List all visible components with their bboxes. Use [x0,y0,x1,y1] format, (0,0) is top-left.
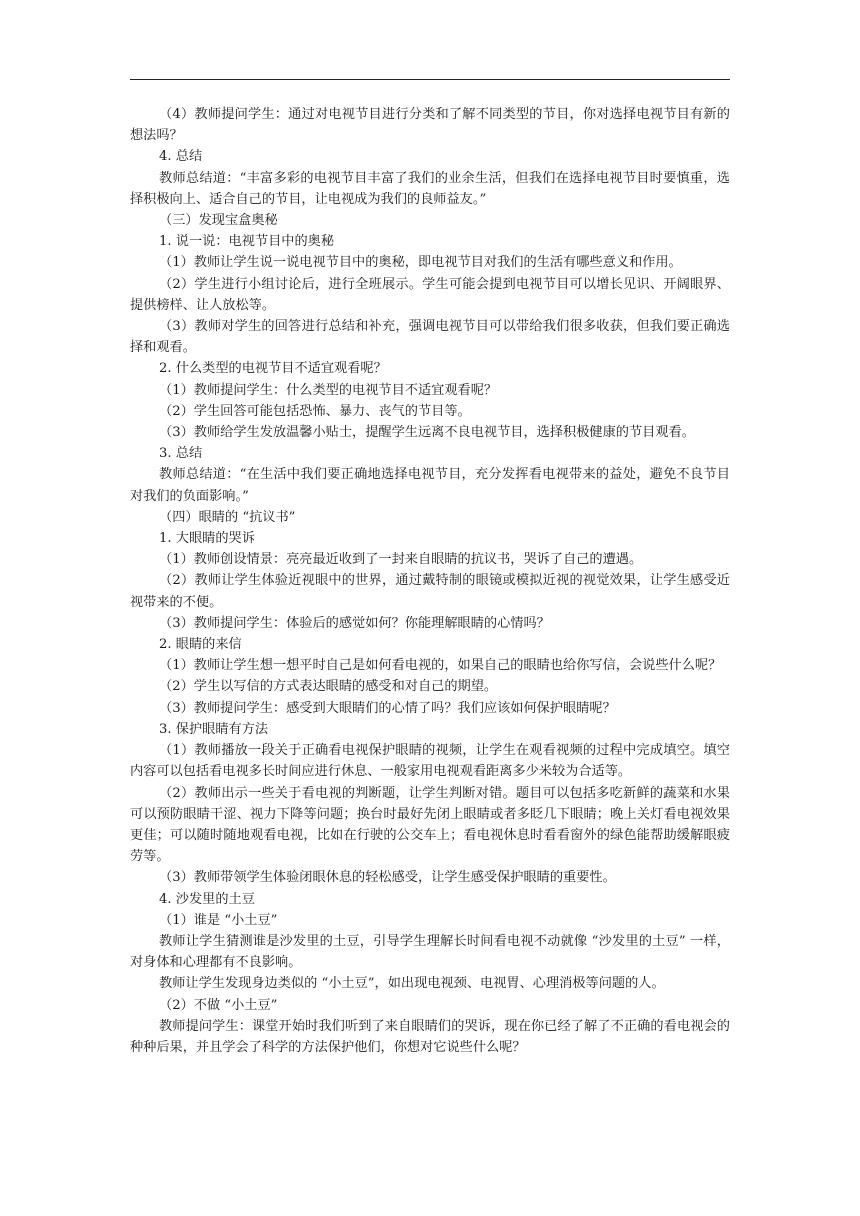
paragraph: （3）教师提问学生：体验后的感觉如何？你能理解眼睛的心情吗？ [159,615,550,631]
paragraph: （2）教师让学生体验近视眼中的世界，通过戴特制的眼镜或模拟近视的视觉效果，让学生感受近视带来的不便。 [130,573,730,610]
section-heading: 1. 说一说：电视节目中的奥秘 [159,234,335,250]
paragraph: （3）教师提问学生：感受到大眼睛们的心情了吗？我们应该如何保护眼睛呢？ [159,700,616,716]
section-heading: 2. 眼睛的来信 [159,637,242,653]
paragraph: （2）不做 “小土豆” [159,997,278,1013]
paragraph: （1）教师让学生说一说电视节目中的奥秘，即电视节目对我们的生活有哪些意义和作用。 [159,255,682,271]
paragraph: 教师让学生发现身边类似的 “小土豆”，如出现电视颈、电视胃、心理消极等问题的人。 [159,976,665,992]
paragraph: （3）教师对学生的回答进行总结和补充，强调电视节目可以带给我们很多收获，但我们要正确选择和观看。 [130,319,730,356]
paragraph: （2）学生回答可能包括恐怖、暴力、丧气的节目等。 [159,403,471,419]
section-heading: 4. 总结 [159,149,203,165]
document-body [130,104,730,1058]
paragraph: 教师总结道：“在生活中我们要正确地选择电视节目，充分发挥看电视带来的益处，避免不良节目对我们的负面影响。” [130,467,730,504]
header-rule [130,79,730,80]
paragraph: （1）教师让学生想一想平时自己是如何看电视的，如果自己的眼睛也给你写信，会说些什么呢？ [159,658,722,674]
paragraph: （2）学生以写信的方式表达眼睛的感受和对自己的期望。 [159,679,498,695]
paragraph: （1）教师提问学生：什么类型的电视节目不适宜观看呢？ [159,382,498,398]
paragraph: （2）教师出示一些关于看电视的判断题，让学生判断对错。题目可以包括多吃新鲜的蔬菜和水果可以预防眼睛干涩、视力下降等问题；换台时最好先闭上眼睛或者多眨几下眼睛；晚上关灯看电视效果更佳；可以随时随地观看电视，比如在行驶的公交车上；看电视休息时看看窗外的绿色能帮助缓解眼疲劳等。 [130,785,730,865]
paragraph: （1）教师创设情景：亮亮最近收到了一封来自眼睛的抗议书，哭诉了自己的遭遇。 [159,552,643,568]
paragraph: （1）教师播放一段关于正确看电视保护眼睛的视频，让学生在观看视频的过程中完成填空。填空内容可以包括看电视多长时间应进行休息、一般家用电视观看距离多少米较为合适等。 [130,743,730,780]
paragraph: （2）学生进行小组讨论后，进行全班展示。学生可能会提到电视节目可以增长见识、开阔眼界、提供榜样、让人放松等。 [130,276,730,313]
section-heading: （四）眼睛的 “抗议书” [159,509,296,525]
section-heading: 3. 保护眼睛有方法 [159,721,269,737]
paragraph: 教师提问学生：课堂开始时我们听到了来自眼睛们的哭诉，现在你已经了解了不正确的看电视会的种种后果，并且学会了科学的方法保护他们，你想对它说些什么呢？ [130,1018,730,1055]
paragraph: （4）教师提问学生：通过对电视节目进行分类和了解不同类型的节目，你对选择电视节目有新的想法吗？ [130,107,730,144]
paragraph: （3）教师给学生发放温馨小贴士，提醒学生远离不良电视节目，选择积极健康的节目观看。 [159,425,695,441]
section-heading: （三）发现宝盒奥秘 [159,213,278,229]
paragraph: （3）教师带领学生体验闭眼休息的轻松感受，让学生感受保护眼睛的重要性。 [159,870,616,886]
paragraph: （1）谁是 “小土豆” [159,912,278,928]
section-heading: 4. 沙发里的土豆 [159,891,255,907]
section-heading: 3. 总结 [159,446,203,462]
section-heading: 1. 大眼睛的哭诉 [159,531,255,547]
paragraph: 教师总结道：“丰富多彩的电视节目丰富了我们的业余生活，但我们在选择电视节目时要慎重，选择积极向上、适合自己的节目，让电视成为我们的良师益友。” [130,170,730,207]
section-heading: 2. 什么类型的电视节目不适宜观看呢？ [159,361,387,377]
paragraph: 教师让学生猜测谁是沙发里的土豆，引导学生理解长时间看电视不动就像 “沙发里的土豆” 一样，对身体和心理都有不良影响。 [130,933,730,971]
